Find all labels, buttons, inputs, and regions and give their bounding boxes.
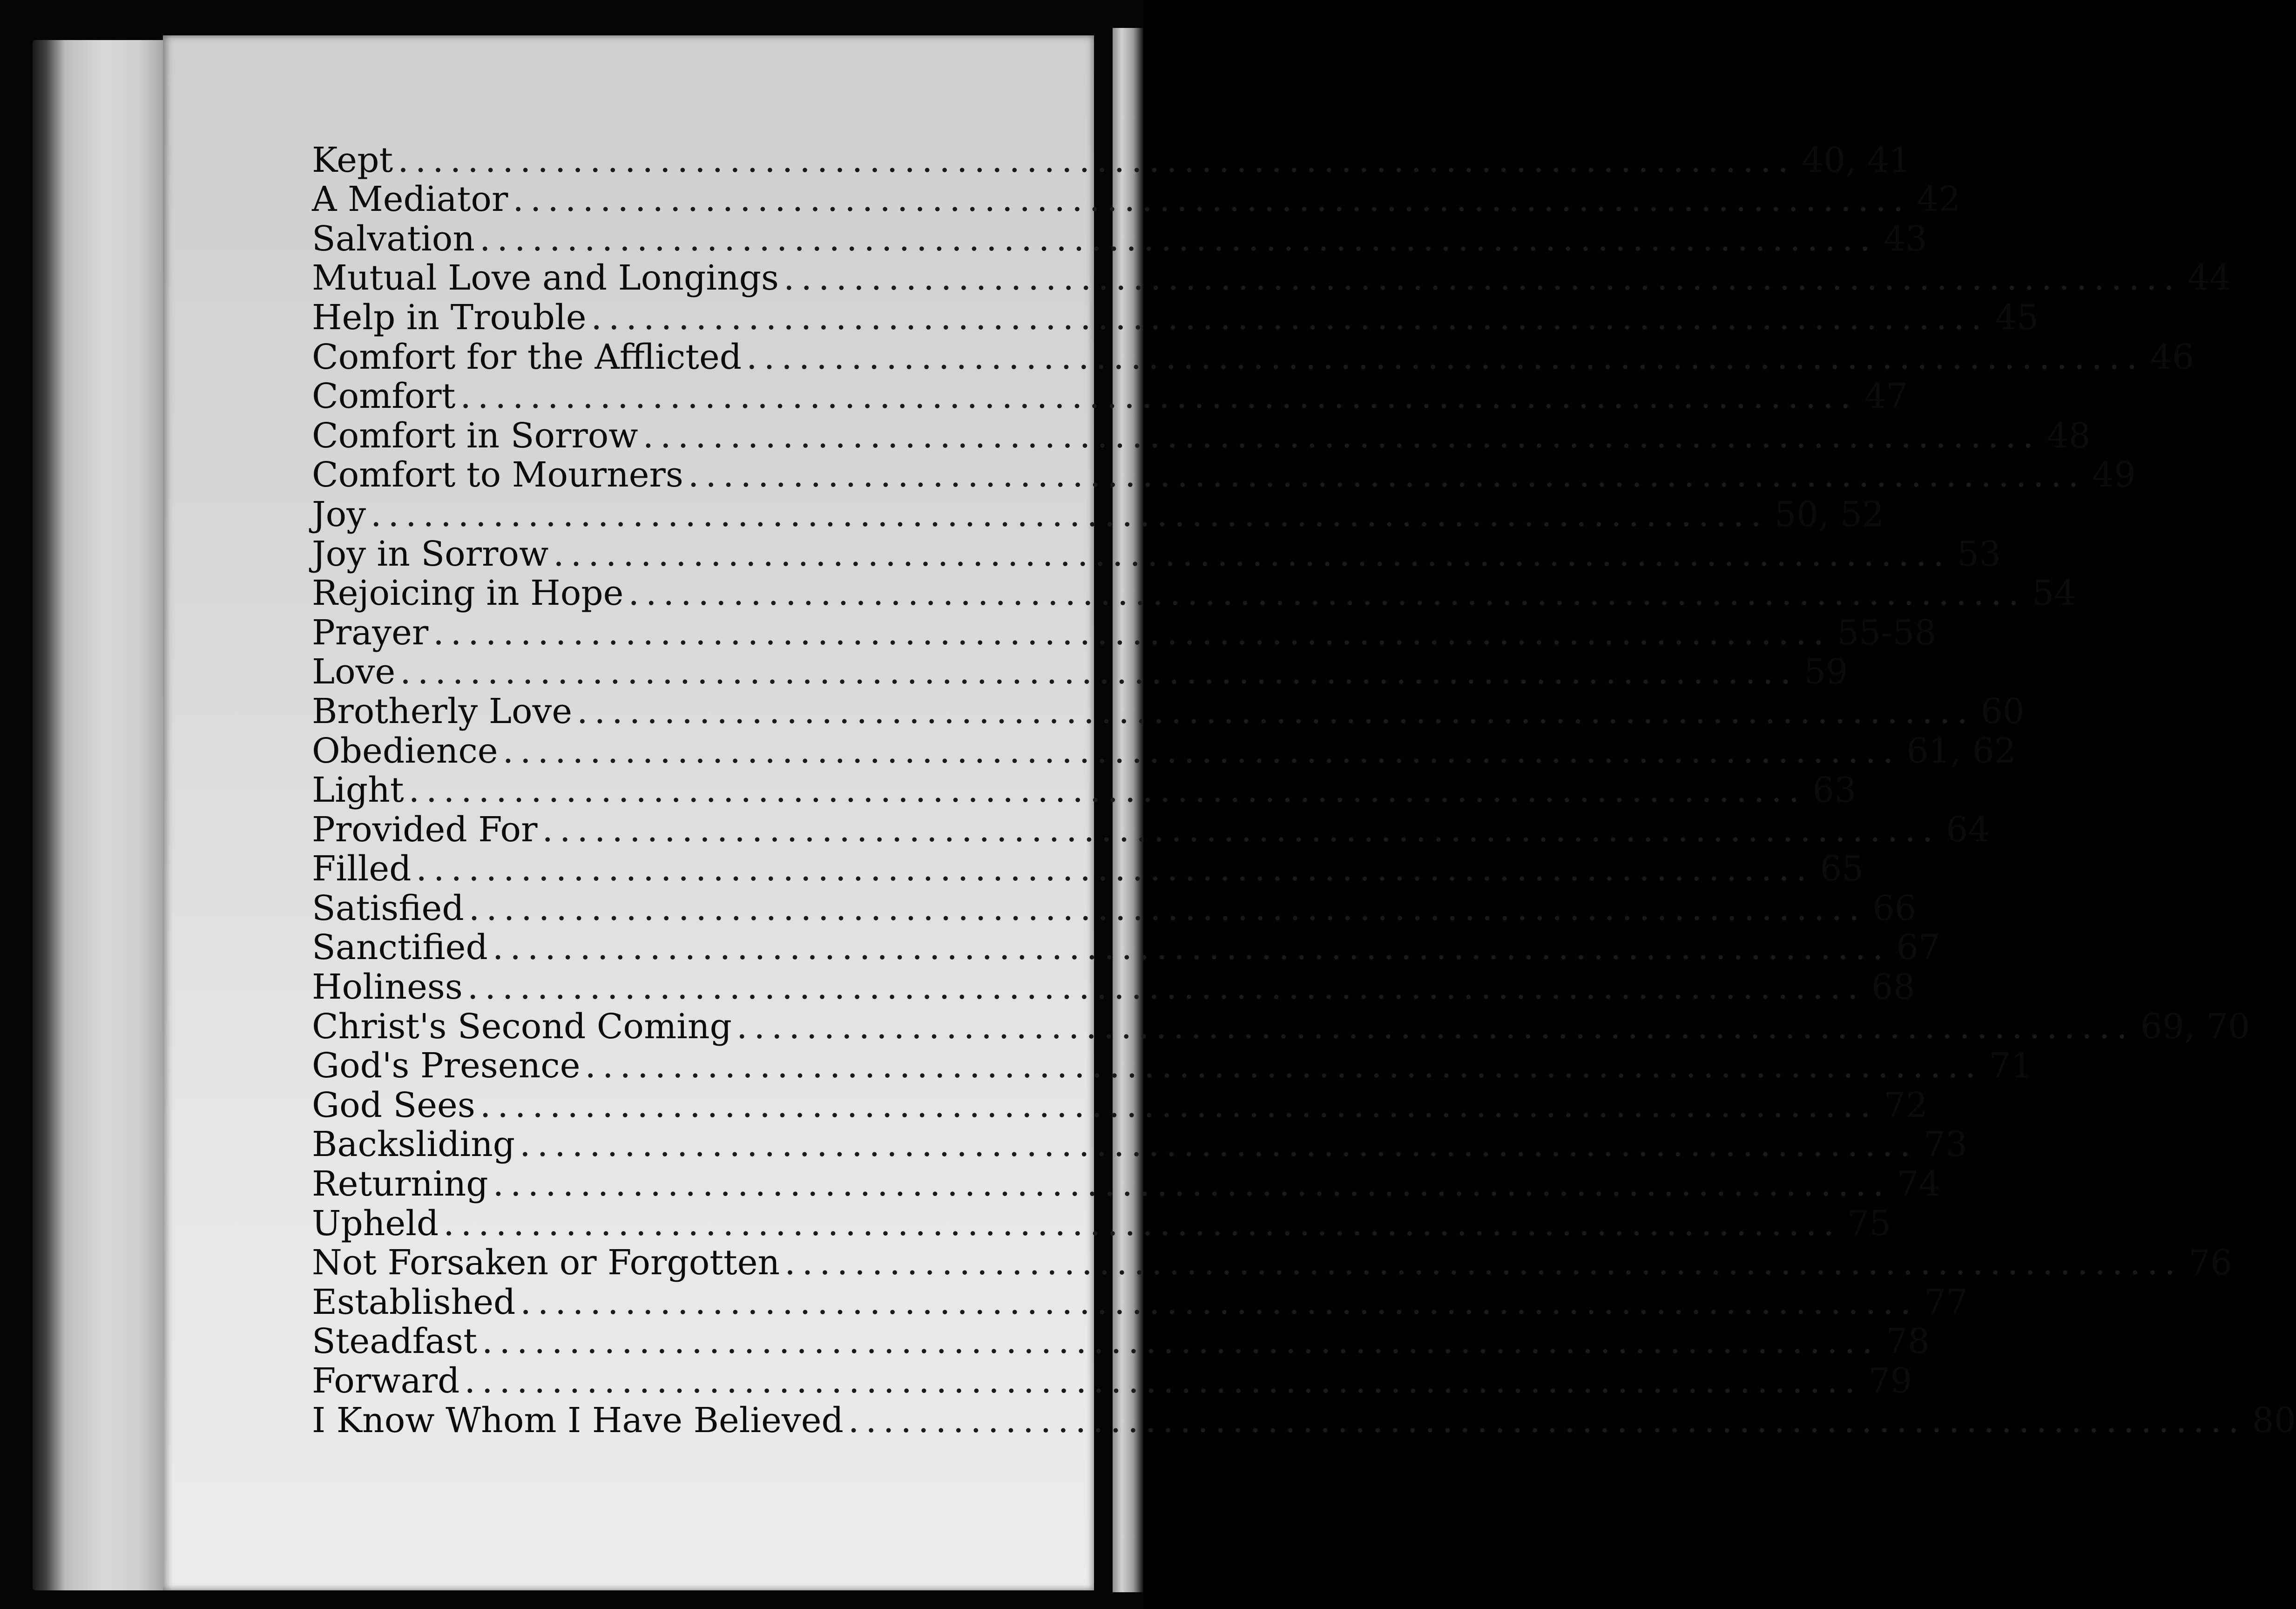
- toc-entry-page-number: 40, 41: [1802, 140, 1911, 180]
- toc-entry-page-number: 64: [1946, 809, 1990, 850]
- toc-entry: [312, 1361, 1912, 1401]
- toc-entry: [312, 1203, 1891, 1244]
- dot-leader: ................................................................................: [553, 534, 1951, 574]
- toc-entry-page-number: 75: [1847, 1203, 1891, 1244]
- dot-leader: ................................................................................: [492, 927, 1890, 968]
- toc-entry: [312, 534, 2001, 574]
- toc-entry: [312, 888, 1917, 928]
- toc-entry: [312, 967, 1915, 1007]
- toc-entry: [312, 258, 2231, 298]
- toc-entry: [312, 573, 2076, 614]
- toc-entry: [312, 770, 1857, 811]
- toc-entry-page-number: 47: [1864, 376, 1908, 417]
- left-cover-edge: [33, 40, 168, 1590]
- toc-entry-title: Help in Trouble: [312, 297, 587, 338]
- dot-leader: ................................................................................: [416, 849, 1814, 889]
- toc-entry: [312, 179, 1961, 220]
- toc-entry-title: Love: [312, 652, 396, 692]
- toc-entry: [312, 337, 2195, 377]
- toc-entry-title: Comfort: [312, 376, 456, 417]
- toc-entry-title: I Know Whom I Have Believed: [312, 1400, 844, 1440]
- toc-entry-page-number: 43: [1883, 218, 1927, 259]
- toc-entry: [312, 1006, 2250, 1047]
- toc-entry-page-number: 76: [2188, 1243, 2233, 1283]
- toc-entry-page-number: 67: [1896, 927, 1940, 968]
- toc-entry: [312, 376, 1908, 417]
- toc-entry: [312, 652, 1848, 692]
- toc-entry-title: Christ's Second Coming: [312, 1006, 732, 1047]
- toc-entry-title: Steadfast: [312, 1321, 477, 1362]
- toc-entry-title: Forward: [312, 1361, 460, 1401]
- toc-entry-title: Established: [312, 1282, 516, 1322]
- toc-entry-page-number: 55-58: [1837, 612, 1937, 653]
- toc-entry: [312, 1321, 1930, 1362]
- toc-entry: [312, 730, 2016, 771]
- toc-entry-page-number: 50, 52: [1774, 494, 1884, 534]
- toc-entry: [312, 1282, 1968, 1322]
- toc-entry-title: Not Forsaken or Forgotten: [312, 1243, 780, 1283]
- toc-entry-page-number: 45: [1995, 297, 2039, 338]
- toc-entry-page-number: 42: [1917, 179, 1961, 220]
- toc-entry-title: Filled: [312, 849, 412, 889]
- toc-entry-title: Sanctified: [312, 927, 488, 968]
- dot-leader: ................................................................................: [642, 415, 2040, 456]
- dot-leader: ................................................................................: [398, 140, 1795, 180]
- dot-leader: ................................................................................: [502, 730, 1900, 771]
- toc-entry: [312, 455, 2136, 495]
- dot-leader: ................................................................................: [520, 1124, 1917, 1165]
- dot-leader: ................................................................................: [736, 1006, 2134, 1047]
- dot-leader: ................................................................................: [746, 337, 2144, 377]
- toc-entry-page-number: 68: [1871, 967, 1915, 1007]
- dot-leader: ................................................................................: [783, 258, 2181, 298]
- toc-entry-title: Holiness: [312, 967, 463, 1007]
- toc-entry: [312, 297, 2039, 338]
- toc-entry-title: Upheld: [312, 1203, 439, 1244]
- toc-entry-title: A Mediator: [312, 179, 508, 220]
- dot-leader: ................................................................................: [585, 1046, 1983, 1086]
- toc-entry-title: Prayer: [312, 612, 429, 653]
- toc-entry: [312, 1400, 2296, 1440]
- toc-entry-page-number: 66: [1872, 888, 1917, 928]
- toc-entry-title: Kept: [312, 140, 393, 180]
- toc-entry-page-number: 44: [2187, 258, 2231, 298]
- toc-entry-title: Rejoicing in Hope: [312, 573, 624, 614]
- toc-entry: [312, 1124, 1968, 1165]
- toc-entry: [312, 612, 1937, 653]
- toc-entry-title: Satisfied: [312, 888, 464, 928]
- toc-entry-title: God's Presence: [312, 1046, 581, 1086]
- toc-entry-page-number: 54: [2032, 573, 2076, 614]
- dot-leader: ................................................................................: [400, 652, 1798, 692]
- toc-entry: [312, 415, 2091, 456]
- toc-entry-title: Comfort in Sorrow: [312, 415, 638, 456]
- dot-leader: ................................................................................: [479, 218, 1877, 259]
- toc-entry-title: Returning: [312, 1164, 488, 1204]
- toc-entry-title: Backsliding: [312, 1124, 515, 1165]
- toc-entry-title: Provided For: [312, 809, 538, 850]
- table-of-contents: [312, 140, 2296, 1440]
- toc-entry-page-number: 49: [2092, 455, 2136, 495]
- dot-leader: ................................................................................: [784, 1243, 2182, 1283]
- toc-entry-page-number: 60: [1980, 691, 2025, 731]
- toc-entry-page-number: 73: [1923, 1124, 1968, 1165]
- dot-leader: ................................................................................: [468, 888, 1866, 928]
- toc-entry-page-number: 72: [1884, 1085, 1928, 1125]
- dot-leader: ................................................................................: [433, 612, 1831, 653]
- toc-entry: [312, 1243, 2233, 1283]
- toc-entry-page-number: 78: [1885, 1321, 1930, 1362]
- toc-entry-page-number: 69, 70: [2140, 1006, 2250, 1047]
- dot-leader: ................................................................................: [688, 455, 2086, 495]
- dot-leader: ................................................................................: [591, 297, 1989, 338]
- dot-leader: ................................................................................: [443, 1203, 1841, 1244]
- toc-entry-title: Light: [312, 770, 404, 811]
- dot-leader: ................................................................................: [493, 1164, 1891, 1204]
- toc-entry-title: Mutual Love and Longings: [312, 258, 779, 298]
- dot-leader: ................................................................................: [467, 967, 1865, 1007]
- toc-entry-page-number: 48: [2046, 415, 2091, 456]
- toc-entry-page-number: 65: [1820, 849, 1864, 889]
- toc-entry: [312, 849, 1864, 889]
- toc-entry-title: Comfort to Mourners: [312, 455, 683, 495]
- toc-entry-title: Obedience: [312, 730, 498, 771]
- toc-entry-page-number: 63: [1812, 770, 1857, 811]
- toc-entry: [312, 140, 1911, 180]
- toc-entry-page-number: 74: [1897, 1164, 1941, 1204]
- toc-entry-title: Joy in Sorrow: [312, 534, 549, 574]
- toc-entry-title: Salvation: [312, 218, 475, 259]
- dot-leader: ................................................................................: [577, 691, 1974, 731]
- dot-leader: ................................................................................: [513, 179, 1911, 220]
- dot-leader: ................................................................................: [481, 1321, 1879, 1362]
- toc-entry-page-number: 46: [2150, 337, 2195, 377]
- toc-entry: [312, 1164, 1941, 1204]
- toc-entry-page-number: 79: [1868, 1361, 1912, 1401]
- toc-entry: [312, 691, 2025, 731]
- toc-entry: [312, 1085, 1928, 1125]
- book-page: [163, 35, 2296, 1590]
- dot-leader: ................................................................................: [520, 1282, 1918, 1322]
- toc-entry-title: Joy: [312, 494, 366, 534]
- dot-leader: ................................................................................: [408, 770, 1806, 811]
- toc-entry-title: God Sees: [312, 1085, 475, 1125]
- toc-entry-page-number: 53: [1957, 534, 2001, 574]
- toc-entry-page-number: 61, 62: [1906, 730, 2016, 771]
- dot-leader: ................................................................................: [542, 809, 1940, 850]
- toc-entry: [312, 218, 1927, 259]
- toc-entry-page-number: 80: [2252, 1400, 2296, 1440]
- toc-entry: [312, 927, 1940, 968]
- dot-leader: ................................................................................: [464, 1361, 1862, 1401]
- dot-leader: ................................................................................: [371, 494, 1768, 534]
- toc-entry-page-number: 77: [1924, 1282, 1968, 1322]
- toc-entry-page-number: 59: [1804, 652, 1848, 692]
- dot-leader: ................................................................................: [848, 1400, 2246, 1440]
- toc-entry: [312, 809, 1990, 850]
- toc-entry: [312, 1046, 2033, 1086]
- toc-entry: [312, 494, 1884, 534]
- dot-leader: ................................................................................: [460, 376, 1858, 417]
- dot-leader: ................................................................................: [628, 573, 2026, 614]
- toc-entry-title: Brotherly Love: [312, 691, 573, 731]
- dot-leader: ................................................................................: [479, 1085, 1877, 1125]
- toc-entry-title: Comfort for the Afflicted: [312, 337, 742, 377]
- toc-entry-page-number: 71: [1989, 1046, 2033, 1086]
